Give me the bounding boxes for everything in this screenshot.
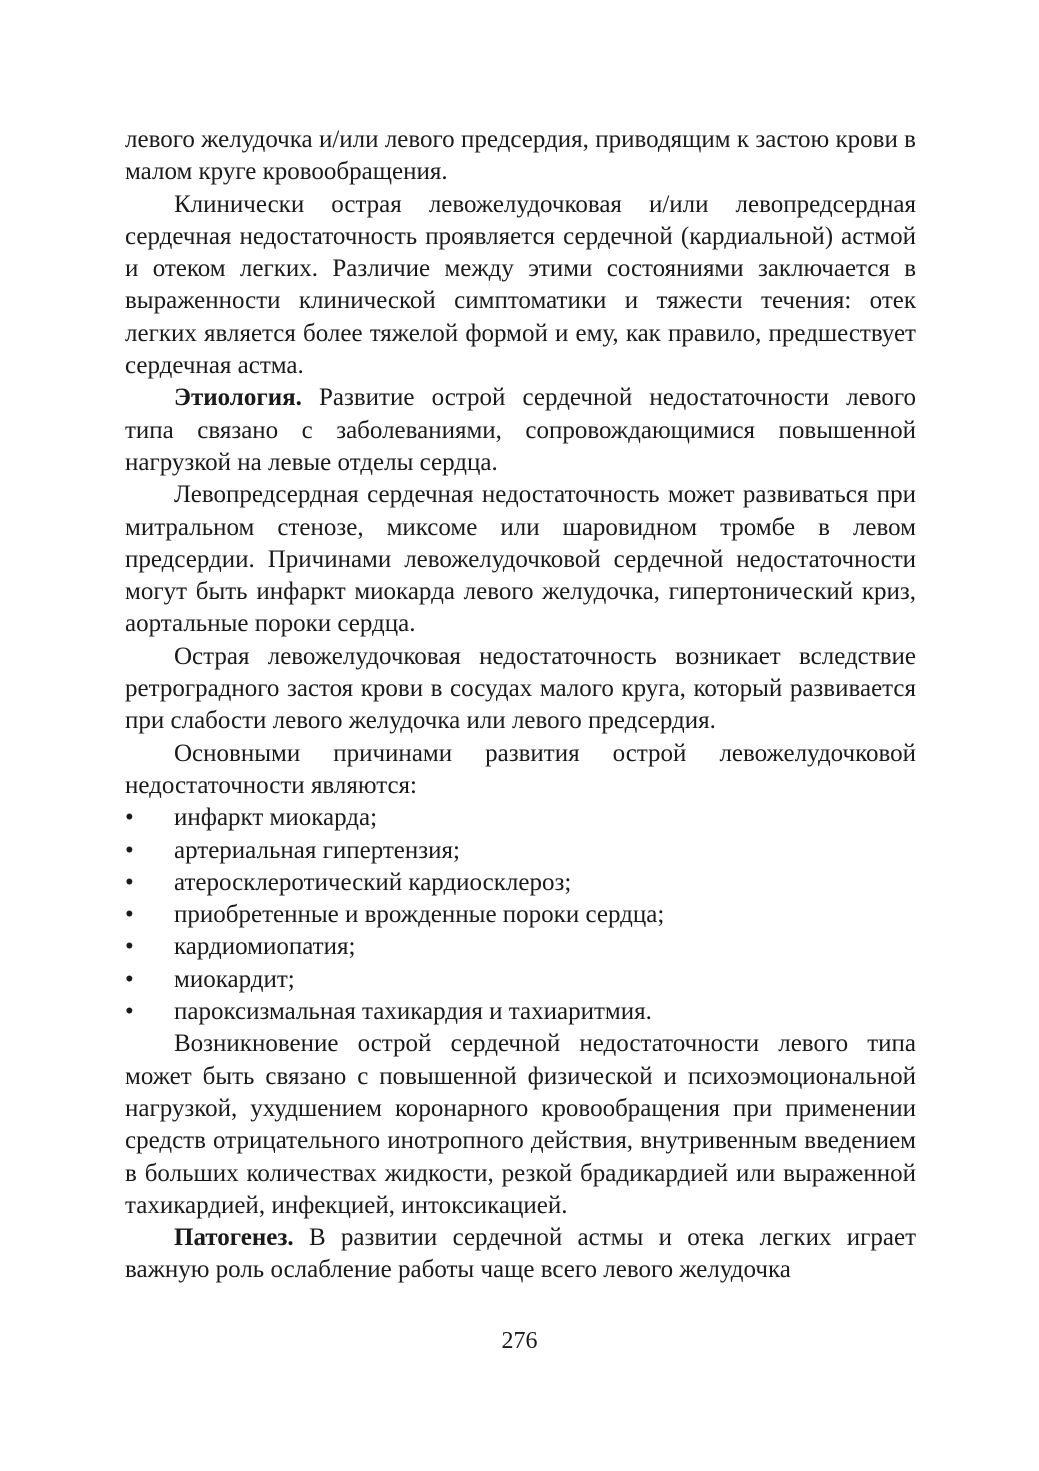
paragraph-left-atrial <box>125 479 916 640</box>
paragraph-pathogenesis <box>125 1222 916 1287</box>
section-lead-pathogenesis: Патогенез. <box>174 1224 294 1252</box>
paragraph-text: Клинически острая левожелудочковая и/или левопредсердная сердечная недостаточность проявляется сердечной (кардиальной) астмой и отеком легких. Различие между этими состояниями заключается в выраженности клинической симптоматики и тяжести течения: отек легких является более тяжелой формой и ему, как правило, предшествует сердечная астма. <box>125 190 916 380</box>
paragraph-etiology <box>125 382 916 479</box>
list-item <box>125 996 916 1028</box>
list-item-text: артериальная гипертензия; <box>174 836 460 864</box>
list-item <box>125 899 916 931</box>
list-item-text: приобретенные и врожденные пороки сердца; <box>174 901 665 929</box>
bullet-icon: • <box>125 933 134 961</box>
list-item <box>125 931 916 963</box>
list-item-text: кардиомиопатия; <box>174 933 356 961</box>
paragraph-text: Острая левожелудочковая недостаточность возникает вследствие ретроградного застоя крови в сосудах малого круга, который развивается при слабости левого желудочка или левого предсердия. <box>125 642 916 735</box>
paragraph-text: Возникновение острой сердечной недостаточности левого типа может быть связано с повышенной физической и психоэмоциональной нагрузкой, ухудшением коронарного кровообращения при применении средств отрицательного инотропного действия, внутривенным введением в больших количествах жидкости, резкой брадикардией или выраженной тахикардией, инфекцией, интоксикацией. <box>125 1030 916 1219</box>
list-item <box>125 867 916 899</box>
bullet-icon: • <box>125 965 134 993</box>
bullet-icon: • <box>125 998 134 1026</box>
paragraph-clinical <box>125 189 916 383</box>
paragraph-text: Левопредсердная сердечная недостаточность может развиваться при митральном стенозе, миксоме или шаровидном тромбе в левом предсердии. Причинами левожелудочковой сердечной недостаточности могут быть инфаркт миокарда левого желудочка, гипертонический криз, аортальные пороки сердца. <box>125 481 916 638</box>
page-body <box>125 124 916 1287</box>
paragraph-text: В развитии сердечной астмы и отека легких играет важную роль ослабление работы чаще всего левого желудочка <box>125 1224 916 1284</box>
paragraph-continuation <box>125 124 916 189</box>
paragraph-text: Развитие острой сердечной недостаточности левого типа связано с заболеваниями, сопровождающимися повышенной нагрузкой на левые отделы сердца. <box>125 384 916 476</box>
paragraph-text: Основными причинами развития острой левожелудочковой недостаточности являются: <box>125 739 916 799</box>
causes-list <box>125 802 916 1028</box>
list-item <box>125 835 916 867</box>
list-item-text: миокардит; <box>174 965 295 993</box>
paragraph-text: левого желудочка и/или левого предсердия, приводящим к застою крови в малом круге кровообращения. <box>125 126 916 186</box>
paragraph-main-causes <box>125 738 916 803</box>
section-lead-etiology: Этиология. <box>174 384 302 412</box>
list-item-text: инфаркт миокарда; <box>174 804 378 832</box>
bullet-icon: • <box>125 804 134 832</box>
paragraph-acute-lv <box>125 641 916 738</box>
list-item-text: атеросклеротический кардиосклероз; <box>174 868 572 896</box>
bullet-icon: • <box>125 868 134 896</box>
list-item <box>125 964 916 996</box>
bullet-icon: • <box>125 836 134 864</box>
list-item <box>125 802 916 834</box>
list-item-text: пароксизмальная тахикардия и тахиаритмия. <box>174 998 652 1026</box>
page-number: 276 <box>501 1328 538 1354</box>
bullet-icon: • <box>125 901 134 929</box>
paragraph-triggers <box>125 1028 916 1222</box>
